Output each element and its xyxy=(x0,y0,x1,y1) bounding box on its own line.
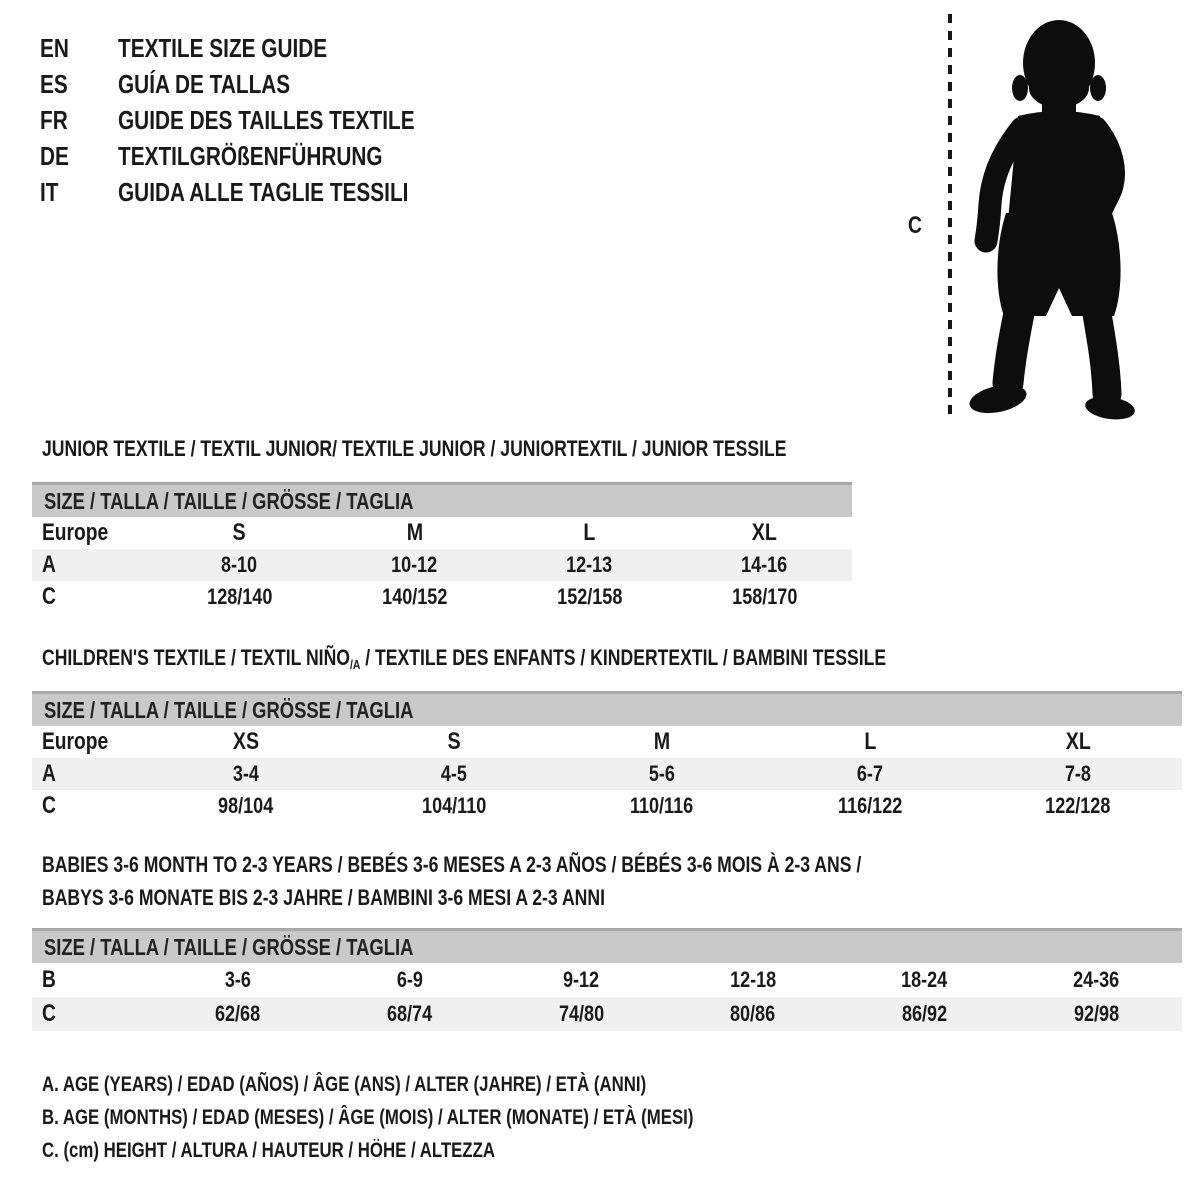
legend-line-a: A. AGE (YEARS) / EDAD (AÑOS) / ÂGE (ANS) / ALTER (JAHRE) / ETÀ (ANNI) xyxy=(42,1072,647,1096)
language-code-fr: FR xyxy=(40,104,68,135)
table-row-height-cm: C 98/104 104/110 110/116 116/122 122/128 xyxy=(42,792,1111,819)
language-title-block xyxy=(40,30,489,210)
babies-size-table xyxy=(32,928,1182,1031)
language-row-en xyxy=(40,30,489,66)
legend-line-c: C. (cm) HEIGHT / ALTURA / HAUTEUR / HÖHE / ALTEZZA xyxy=(42,1138,495,1162)
babies-title-line2: BABYS 3-6 MONATE BIS 2-3 JAHRE / BAMBINI 3-6 MESI A 2-3 ANNI xyxy=(42,885,605,910)
nino-a-subscript: /A xyxy=(349,657,361,672)
toddler-silhouette-image xyxy=(960,8,1150,423)
size-header-bar: SIZE / TALLA / TAILLE / GRÖSSE / TAGLIA xyxy=(32,691,1182,726)
language-row-de xyxy=(40,138,489,174)
language-row-it xyxy=(40,174,489,210)
language-row-es xyxy=(40,66,489,102)
legend-line-b: B. AGE (MONTHS) / EDAD (MESES) / ÂGE (MOIS) / ALTER (MONATE) / ETÀ (MESI) xyxy=(42,1105,694,1129)
table-row-height-cm: C 128/140 140/152 152/158 158/170 xyxy=(42,583,798,610)
guide-title-de: TEXTILGRÖßENFÜHRUNG xyxy=(118,140,383,171)
height-dimension-label: C xyxy=(908,212,922,239)
table-row-europe: Europe S M L XL xyxy=(42,519,778,546)
guide-title-it: GUIDA ALLE TAGLIE TESSILI xyxy=(118,176,409,207)
dimension-legend xyxy=(42,1068,856,1167)
junior-section-title: JUNIOR TEXTILE / TEXTIL JUNIOR/ TEXTILE JUNIOR / JUNIORTEXTIL / JUNIOR TESSILE xyxy=(42,436,787,461)
language-code-de: DE xyxy=(40,140,69,171)
table-row-europe: Europe XS S M L XL xyxy=(42,728,1091,755)
language-code-en: EN xyxy=(40,32,69,63)
language-code-es: ES xyxy=(40,68,68,99)
language-row-fr xyxy=(40,102,489,138)
children-section-title: CHILDREN'S TEXTILE / TEXTIL NIÑO/A / TEXTILE DES ENFANTS / KINDERTEXTIL / BAMBINI TESSILE xyxy=(42,645,887,672)
size-header-bar: SIZE / TALLA / TAILLE / GRÖSSE / TAGLIA xyxy=(32,928,1182,963)
table-row-age-years: A 3-4 4-5 5-6 6-7 7-8 xyxy=(32,758,1182,790)
guide-title-fr: GUIDE DES TAILLES TEXTILE xyxy=(118,104,415,135)
guide-title-en: TEXTILE SIZE GUIDE xyxy=(118,32,328,63)
guide-title-es: GUÍA DE TALLAS xyxy=(118,68,291,99)
babies-title-line1: BABIES 3-6 MONTH TO 2-3 YEARS / BEBÉS 3-6 MESES A 2-3 AÑOS / BÉBÉS 3-6 MOIS À 2-3 ANS / xyxy=(42,852,862,877)
table-row-height-cm: C 62/68 68/74 74/80 80/86 86/92 92/98 xyxy=(32,997,1182,1031)
height-figure xyxy=(890,0,1190,440)
height-dashed-line xyxy=(948,14,952,416)
size-header-bar: SIZE / TALLA / TAILLE / GRÖSSE / TAGLIA xyxy=(32,482,852,517)
table-row-age-years: A 8-10 10-12 12-13 14-16 xyxy=(32,549,852,581)
language-code-it: IT xyxy=(40,176,59,207)
children-size-table xyxy=(32,691,1182,822)
table-row-age-months: B 3-6 6-9 9-12 12-18 18-24 24-36 xyxy=(42,966,1120,993)
junior-size-table xyxy=(32,482,852,613)
babies-section-title xyxy=(42,848,1066,914)
